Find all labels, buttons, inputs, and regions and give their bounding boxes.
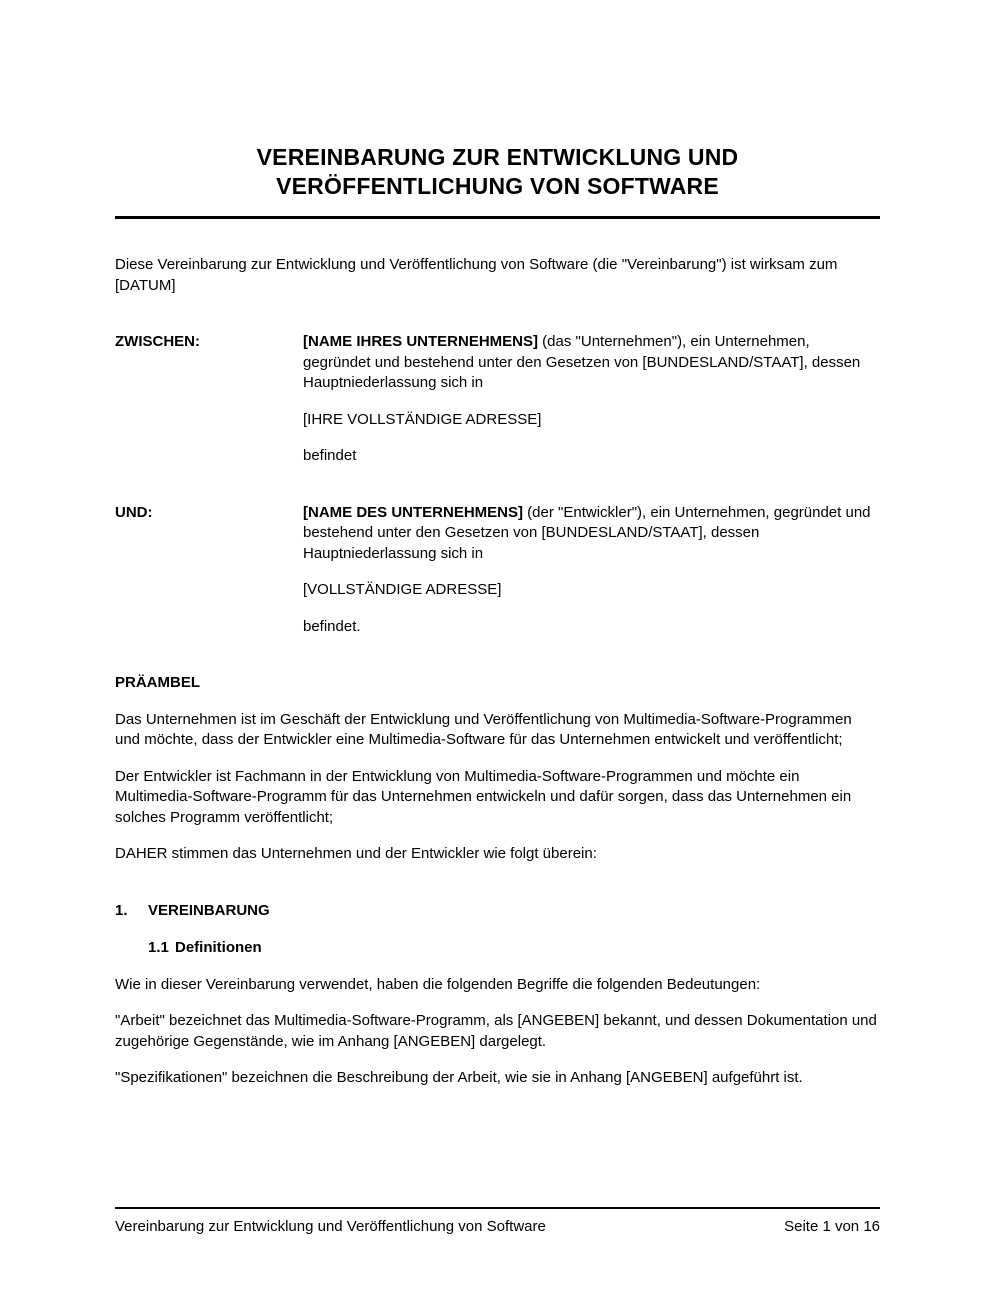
party-description: (das "Unternehmen"), ein Unternehmen, gegründet und bestehend unter den Gesetzen von [BUNDESLAND/STAAT], dessen Hauptniederlassung sich in: [303, 333, 861, 391]
section-1-1-number: 1.1: [148, 939, 169, 956]
definition-arbeit-paragraph: "Arbeit" bezeichnet das Multimedia-Software-Programm, als [ANGEBEN] bekannt, und dessen Dokumentation und zugehörige Gegenstände, wie im Anhang [ANGEBEN] dargelegt.: [115, 1012, 877, 1050]
intro-paragraph: Diese Vereinbarung zur Entwicklung und Veröffentlichung von Software (die "Vereinbarung") ist wirksam zum [DATUM]: [115, 256, 838, 294]
footer-row: [115, 1217, 880, 1237]
section-1-title: VEREINBARUNG: [148, 901, 270, 919]
party-label-zwischen: ZWISCHEN:: [115, 333, 200, 350]
definition-spezifikationen-paragraph: "Spezifikationen" bezeichnen die Beschreibung der Arbeit, wie sie in Anhang [ANGEBEN] aufgeführt ist.: [115, 1069, 803, 1086]
party-closing-text: befindet: [303, 447, 357, 464]
section-1-number: 1.: [115, 901, 128, 919]
company-address-placeholder: [IHRE VOLLSTÄNDIGE ADRESSE]: [303, 410, 542, 428]
preamble-paragraph-1: Das Unternehmen ist im Geschäft der Entwicklung und Veröffentlichung von Multimedia-Software-Programmen und möchte, dass der Entwickler eine Multimedia-Software für das Unternehmen entwickelt und veröffentlicht;: [115, 710, 852, 748]
preamble-heading: PRÄAMBEL: [115, 674, 200, 691]
party-intro-paragraph: [303, 503, 880, 565]
party-section-zwischen: [115, 332, 880, 467]
party-body-zwischen: [303, 332, 880, 467]
company-name-placeholder: [NAME IHRES UNTERNEHMENS]: [303, 333, 539, 350]
party-description: (der "Entwickler"), ein Unternehmen, gegründet und bestehend unter den Gesetzen von [BUNDESLAND/STAAT], dessen Hauptniederlassung sich in: [303, 503, 871, 562]
page-footer: [115, 1207, 880, 1237]
document-title: [115, 143, 880, 201]
document-title-line-1: VEREINBARUNG ZUR ENTWICKLUNG UND: [256, 144, 739, 170]
footer-page-number: Seite 1 von 16: [784, 1218, 880, 1235]
party-intro-paragraph: [303, 332, 880, 394]
section-1-1-heading: [148, 938, 880, 959]
party-body-und: [303, 503, 880, 638]
preamble-paragraph-3: DAHER stimmen das Unternehmen und der Entwickler wie folgt überein:: [115, 845, 597, 862]
preamble-paragraph-2: Der Entwickler ist Fachmann in der Entwicklung von Multimedia-Software-Programmen und möchte ein Multimedia-Software-Programm für das Unternehmen entwickeln und dafür sorgen, dass das Unternehmen ein solches Programm veröffentlicht;: [115, 767, 852, 826]
section-1-heading: [115, 901, 880, 922]
title-divider: [115, 216, 880, 219]
developer-name-placeholder: [NAME DES UNTERNEHMENS]: [303, 503, 524, 521]
developer-address-placeholder: [VOLLSTÄNDIGE ADRESSE]: [303, 581, 502, 598]
party-section-und: [115, 503, 880, 638]
footer-divider: [115, 1207, 880, 1209]
party-label-und: UND:: [115, 503, 153, 521]
definitions-intro-paragraph: Wie in dieser Vereinbarung verwendet, haben die folgenden Begriffe die folgenden Bedeutungen:: [115, 975, 761, 993]
party-closing-text: befindet.: [303, 617, 361, 635]
document-title-line-2: VERÖFFENTLICHUNG VON SOFTWARE: [276, 173, 719, 199]
section-1-1-title: Definitionen: [175, 939, 262, 956]
footer-document-title: Vereinbarung zur Entwicklung und Veröffentlichung von Software: [115, 1218, 546, 1235]
